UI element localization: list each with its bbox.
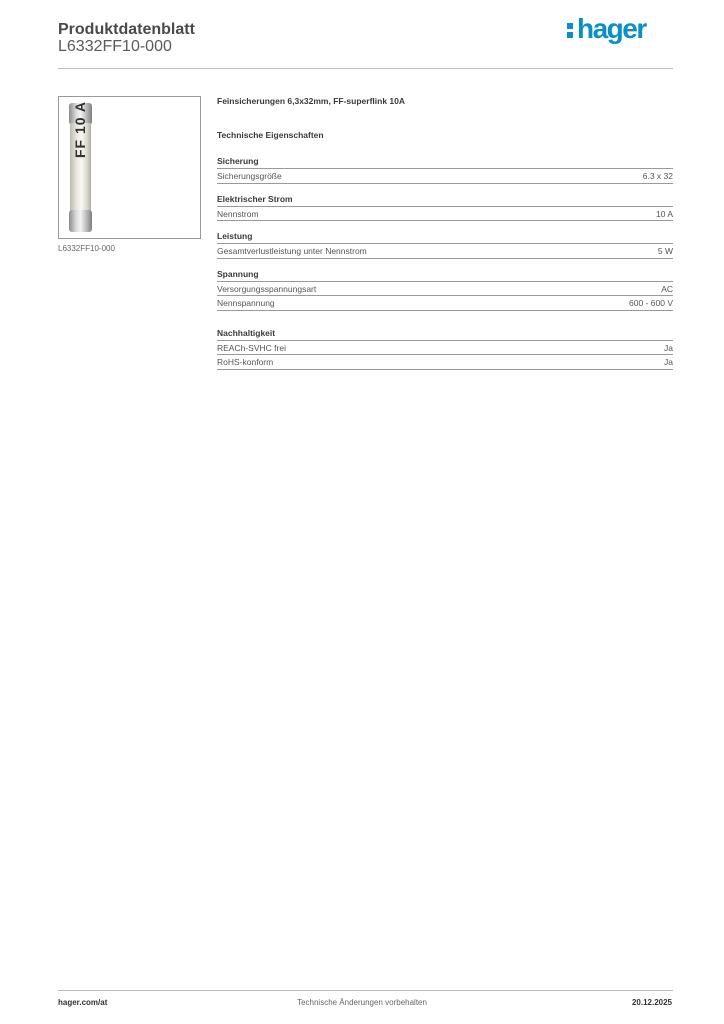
spec-value: 5 W xyxy=(657,246,673,256)
spec-row xyxy=(217,341,673,356)
spec-label: RoHS-konform xyxy=(217,357,274,367)
spec-value: 10 A xyxy=(655,208,673,219)
fuse-marking: FF 10 A xyxy=(72,100,88,158)
page-title: Produktdatenblatt xyxy=(58,21,195,38)
image-caption: L6332FF10-000 xyxy=(58,244,115,253)
product-code: L6332FF10-000 xyxy=(58,38,172,55)
spec-label: REACh-SVHC frei xyxy=(217,342,286,353)
spec-row xyxy=(217,169,673,184)
logo-dots-icon xyxy=(567,19,574,39)
spec-label: Nennspannung xyxy=(217,298,275,308)
spec-label: Sicherungsgröße xyxy=(217,171,282,181)
spec-label: Nennstrom xyxy=(217,208,259,219)
product-description: Feinsicherungen 6,3x32mm, FF-superflink 10A xyxy=(217,96,406,106)
product-specs xyxy=(217,96,673,370)
group-title-elektrischer-strom: Elektrischer Strom xyxy=(217,194,673,207)
header-divider xyxy=(58,68,673,69)
spec-row xyxy=(217,207,673,222)
spec-row xyxy=(217,355,673,370)
spec-label: Versorgungsspannungsart xyxy=(217,283,317,294)
spec-value: AC xyxy=(661,283,673,294)
spec-value: 600 - 600 V xyxy=(629,298,673,308)
footer-website[interactable]: hager.com/at xyxy=(58,998,108,1007)
spec-value: 6.3 x 32 xyxy=(642,171,673,181)
logo-text: hager xyxy=(577,13,646,44)
product-image xyxy=(58,96,201,239)
section-title: Technische Eigenschaften xyxy=(217,130,324,140)
footer-divider xyxy=(58,990,673,991)
spec-row xyxy=(217,296,673,311)
group-title-spannung: Spannung xyxy=(217,269,673,282)
hager-logo xyxy=(567,13,646,45)
spec-row xyxy=(217,282,673,297)
spec-row xyxy=(217,244,673,259)
spec-value: Ja xyxy=(664,357,673,367)
group-title-leistung: Leistung xyxy=(217,231,673,244)
footer-date: 20.12.2025 xyxy=(631,998,672,1007)
fuse-icon xyxy=(69,100,92,232)
group-title-sicherung: Sicherung xyxy=(217,156,673,169)
fuse-cap-bottom xyxy=(69,210,92,232)
spec-label: Gesamtverlustleistung unter Nennstrom xyxy=(217,246,367,256)
spec-value: Ja xyxy=(664,342,673,353)
group-title-nachhaltigkeit: Nachhaltigkeit xyxy=(217,328,673,341)
footer-notice: Technische Änderungen vorbehalten xyxy=(297,998,427,1007)
